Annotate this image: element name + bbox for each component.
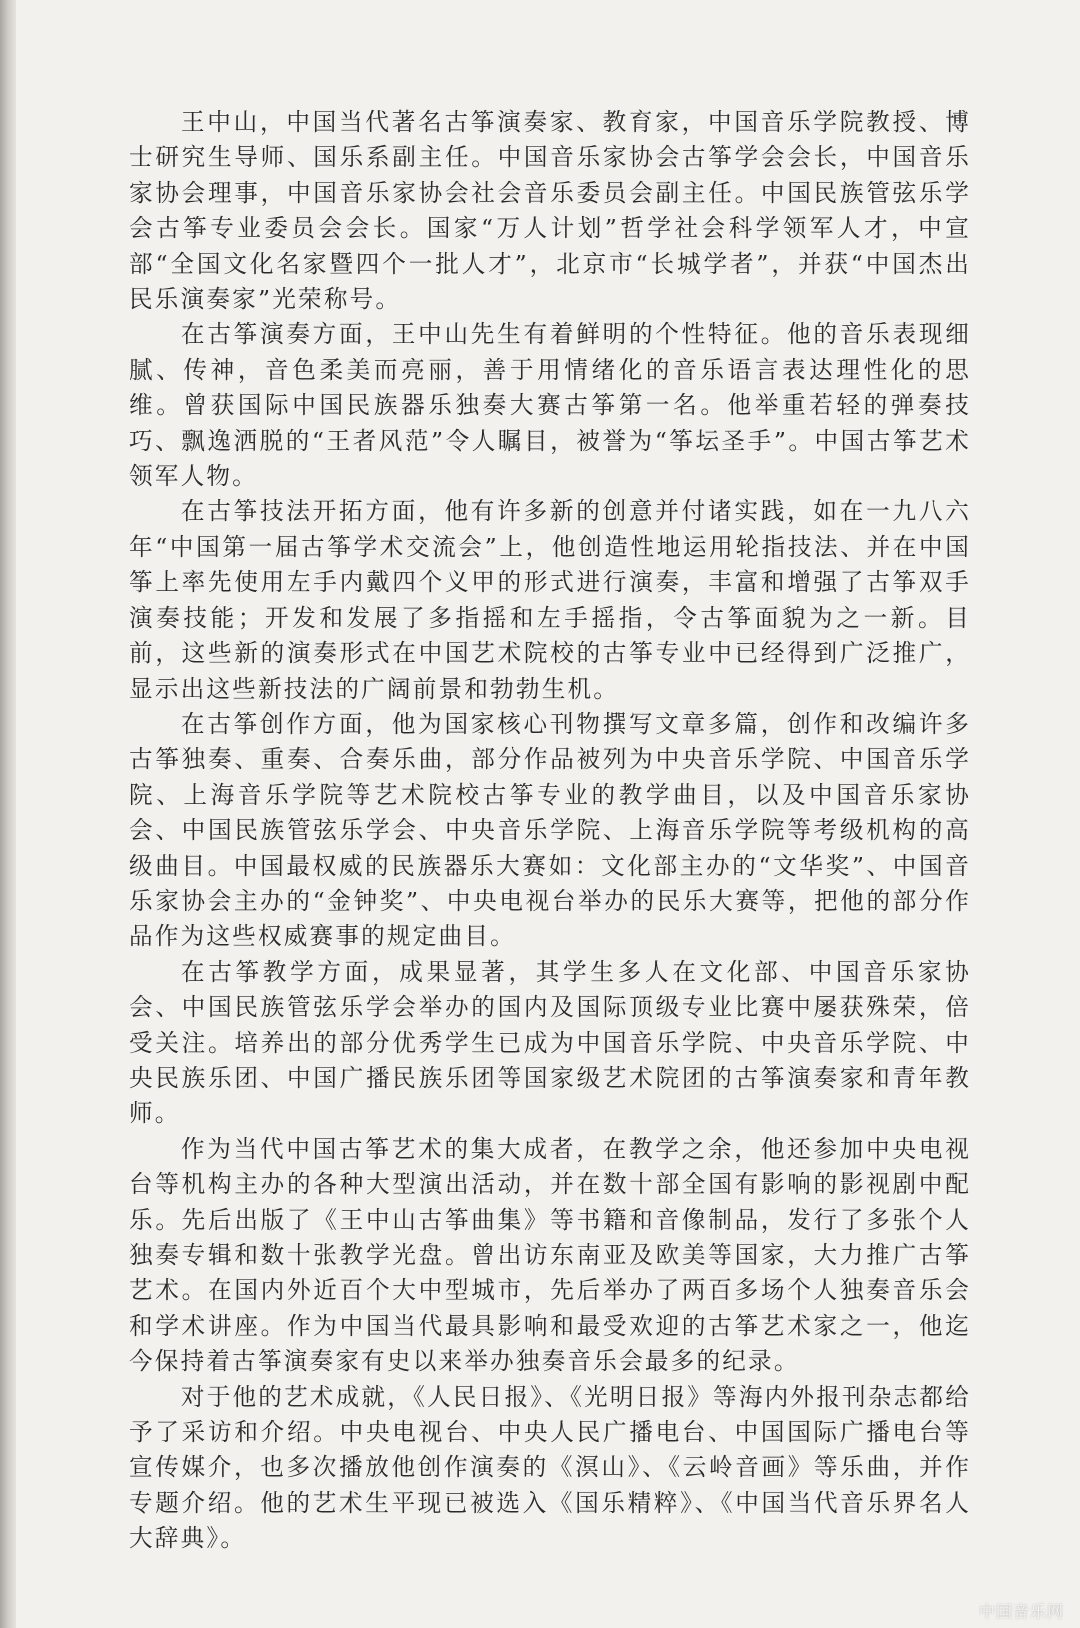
site-watermark: 中国音乐网	[978, 1602, 1064, 1621]
paragraph-technique: 在古筝技法开拓方面，他有许多新的创意并付诸实践，如在一九八六年“中国第一届古筝学术交流会”上，他创造性地运用轮指技法、并在中国筝上率先使用左手内戴四个义甲的形式进行演奏，丰富和增强了古筝双手演奏技能；开发和发展了多指摇和左手摇指，令古筝面貌为之一新。目前，这些新的演奏形式在中国艺术院校的古筝专业中已经得到广泛推广，显示出这些新技法的广阔前景和勃勃生机。	[129, 497, 971, 703]
paragraph-activities: 作为当代中国古筝艺术的集大成者，在教学之余，他还参加中央电视台等机构主办的各种大型演出活动，并在数十部全国有影响的影视剧中配乐。先后出版了《王中山古筝曲集》等书籍和音像制品，发行了多张个人独奏专辑和数十张教学光盘。曾出访东南亚及欧美等国家，大力推广古筝艺术。在国内外近百个大中型城市，先后举办了两百多场个人独奏音乐会和学术讲座。作为中国当代最具影响和最受欢迎的古筝艺术家之一，他迄今保持着古筝演奏家有史以来举办独奏音乐会最多的纪录。	[129, 1134, 971, 1376]
article-body	[129, 105, 971, 1557]
paragraph-teaching: 在古筝教学方面，成果显著，其学生多人在文化部、中国音乐家协会、中国民族管弦乐学会举办的国内及国际顶级专业比赛中屡获殊荣，倍受关注。培养出的部分优秀学生已成为中国音乐学院、中央音乐学院、中央民族乐团、中国广播民族乐团等国家级艺术院团的古筝演奏家和青年教师。	[129, 957, 971, 1128]
document-page	[16, 0, 1080, 1628]
paragraph-composition: 在古筝创作方面，他为国家核心刊物撰写文章多篇，创作和改编许多古筝独奏、重奏、合奏乐曲，部分作品被列为中央音乐学院、中国音乐学院、上海音乐学院等艺术院校古筝专业的教学曲目，以及中国音乐家协会、中国民族管弦乐学会、中央音乐学院、上海音乐学院等考级机构的高级曲目。中国最权威的民族器乐大赛如：文化部主办的“文华奖”、中国音乐家协会主办的“金钟奖”、中央电视台举办的民乐大赛等，把他的部分作品作为这些权威赛事的规定曲目。	[129, 709, 971, 951]
paragraph-recognition: 对于他的艺术成就，《人民日报》、《光明日报》等海内外报刊杂志都给予了采访和介绍。中央电视台、中央人民广播电台、中国国际广播电台等宣传媒介，也多次播放他创作演奏的《溟山》、《云岭音画》等乐曲，并作专题介绍。他的艺术生平现已被选入《国乐精粹》、《中国当代音乐界名人大辞典》。	[129, 1382, 971, 1553]
page-edge-shadow	[0, 0, 16, 1628]
paragraph-intro: 王中山，中国当代著名古筝演奏家、教育家，中国音乐学院教授、博士研究生导师、国乐系副主任。中国音乐家协会古筝学会会长，中国音乐家协会理事，中国音乐家协会社会音乐委员会副主任。中国民族管弦乐学会古筝专业委员会会长。国家“万人计划”哲学社会科学领军人才，中宣部“全国文化名家暨四个一批人才”，北京市“长城学者”，并获“中国杰出民乐演奏家”光荣称号。	[129, 108, 971, 314]
paragraph-performance: 在古筝演奏方面，王中山先生有着鲜明的个性特征。他的音乐表现细腻、传神，音色柔美而亮丽，善于用情绪化的音乐语言表达理性化的思维。曾获国际中国民族器乐独奏大赛古筝第一名。他举重若轻的弹奏技巧、飘逸洒脱的“王者风范”令人瞩目，被誉为“筝坛圣手”。中国古筝艺术领军人物。	[129, 320, 971, 491]
